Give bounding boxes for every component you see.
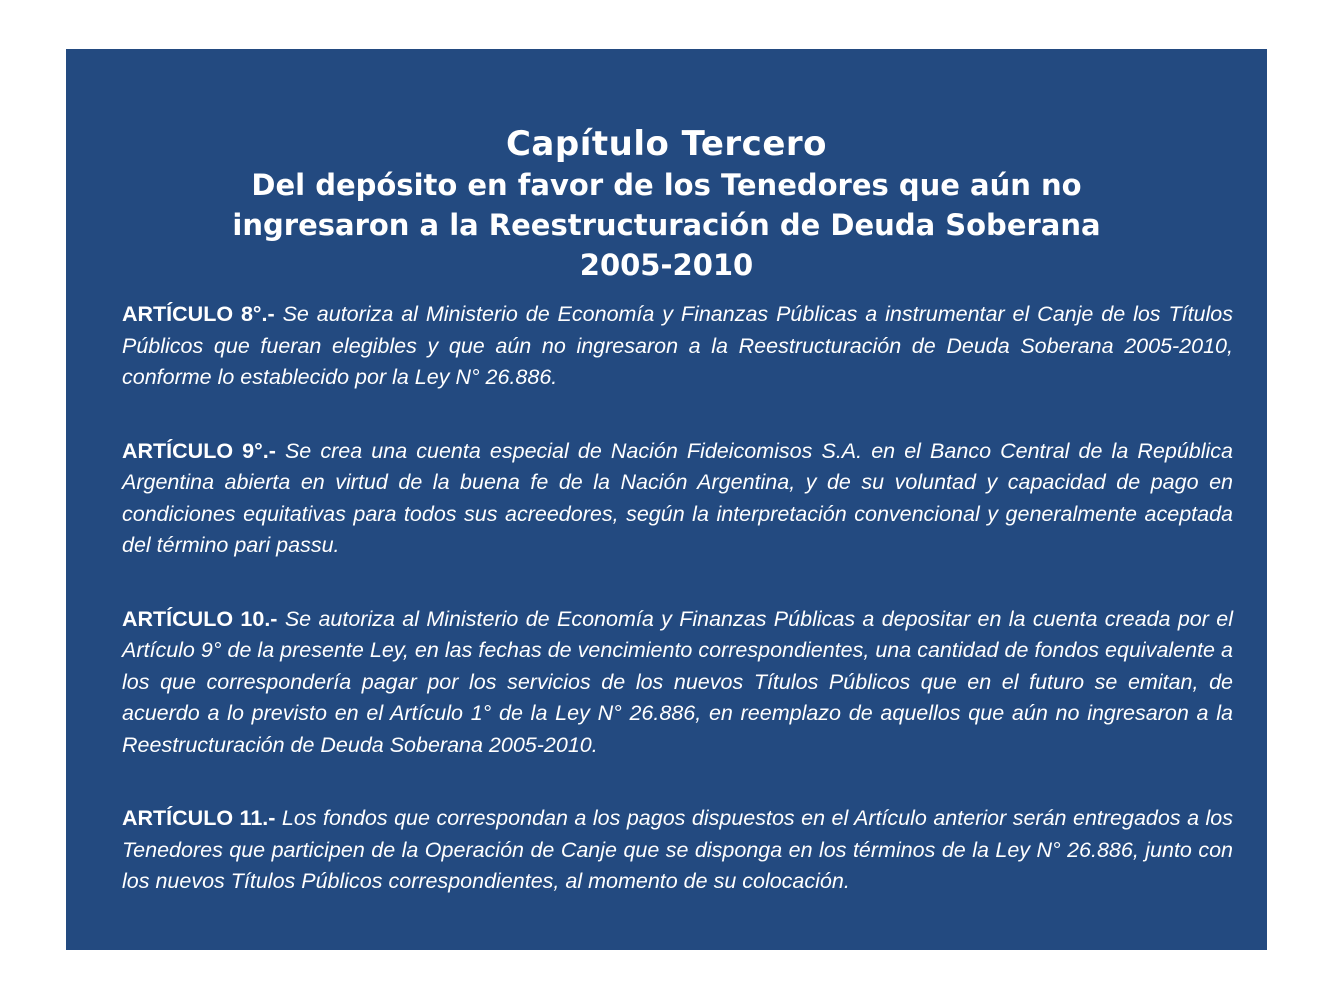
article-9-label: ARTÍCULO 9°.- [122, 438, 276, 463]
article-8 [122, 299, 1233, 394]
article-11-label: ARTÍCULO 11.- [122, 806, 276, 830]
chapter-subtitle-line-1: Del depósito en favor de los Tenedores que aún no [251, 168, 1082, 202]
article-10 [122, 604, 1233, 762]
article-8-label: ARTÍCULO 8°.- [122, 302, 275, 326]
articles-list [122, 299, 1233, 940]
chapter-subtitle-line-2: ingresaron a la Reestructuración de Deuda Soberana [232, 208, 1101, 242]
chapter-title: Capítulo Tercero [505, 124, 828, 164]
chapter-header [66, 123, 1267, 285]
article-11-text: Los fondos que correspondan a los pagos dispuestos en el Artículo anterior serán entregados a los Tenedores que participen de la Operación de Canje que se disponga en los términos de la Ley N° 26.886, junto con los nuevos Títulos Públicos correspondientes, al momento de su colocación. [122, 806, 1233, 893]
article-9 [122, 436, 1233, 562]
article-8-text: Se autoriza al Ministerio de Economía y Finanzas Públicas a instrumentar el Canje de los Títulos Públicos que fueran elegibles y que aún no ingresaron a la Reestructuración de Deuda Soberana 2005-2010, conforme lo establecido por la Ley N° 26.886. [122, 302, 1233, 389]
article-11 [122, 803, 1233, 898]
slide-panel [66, 49, 1267, 950]
article-10-label: ARTÍCULO 10.- [122, 606, 278, 631]
chapter-subtitle-line-3: 2005-2010 [579, 248, 754, 282]
article-10-text: Se autoriza al Ministerio de Economía y Finanzas Públicas a depositar en la cuenta creada por el Artículo 9° de la presente Ley, en las fechas de vencimiento correspondientes, una cantidad de fondos equivalente a los que correspondería pagar por los servicios de los nuevos Títulos Públicos que en el futuro se emitan, de acuerdo a lo previsto en el Artículo 1° de la Ley N° 26.886, en reemplazo de aquellos que aún no ingresaron a la Reestructuración de Deuda Soberana 2005-2010. [122, 606, 1233, 757]
article-9-text: Se crea una cuenta especial de Nación Fideicomisos S.A. en el Banco Central de la República Argentina abierta en virtud de la buena fe de la Nación Argentina, y de su voluntad y capacidad de pago en condiciones equitativas para todos sus acreedores, según la interpretación convencional y generalmente aceptada del término pari passu. [122, 438, 1233, 557]
